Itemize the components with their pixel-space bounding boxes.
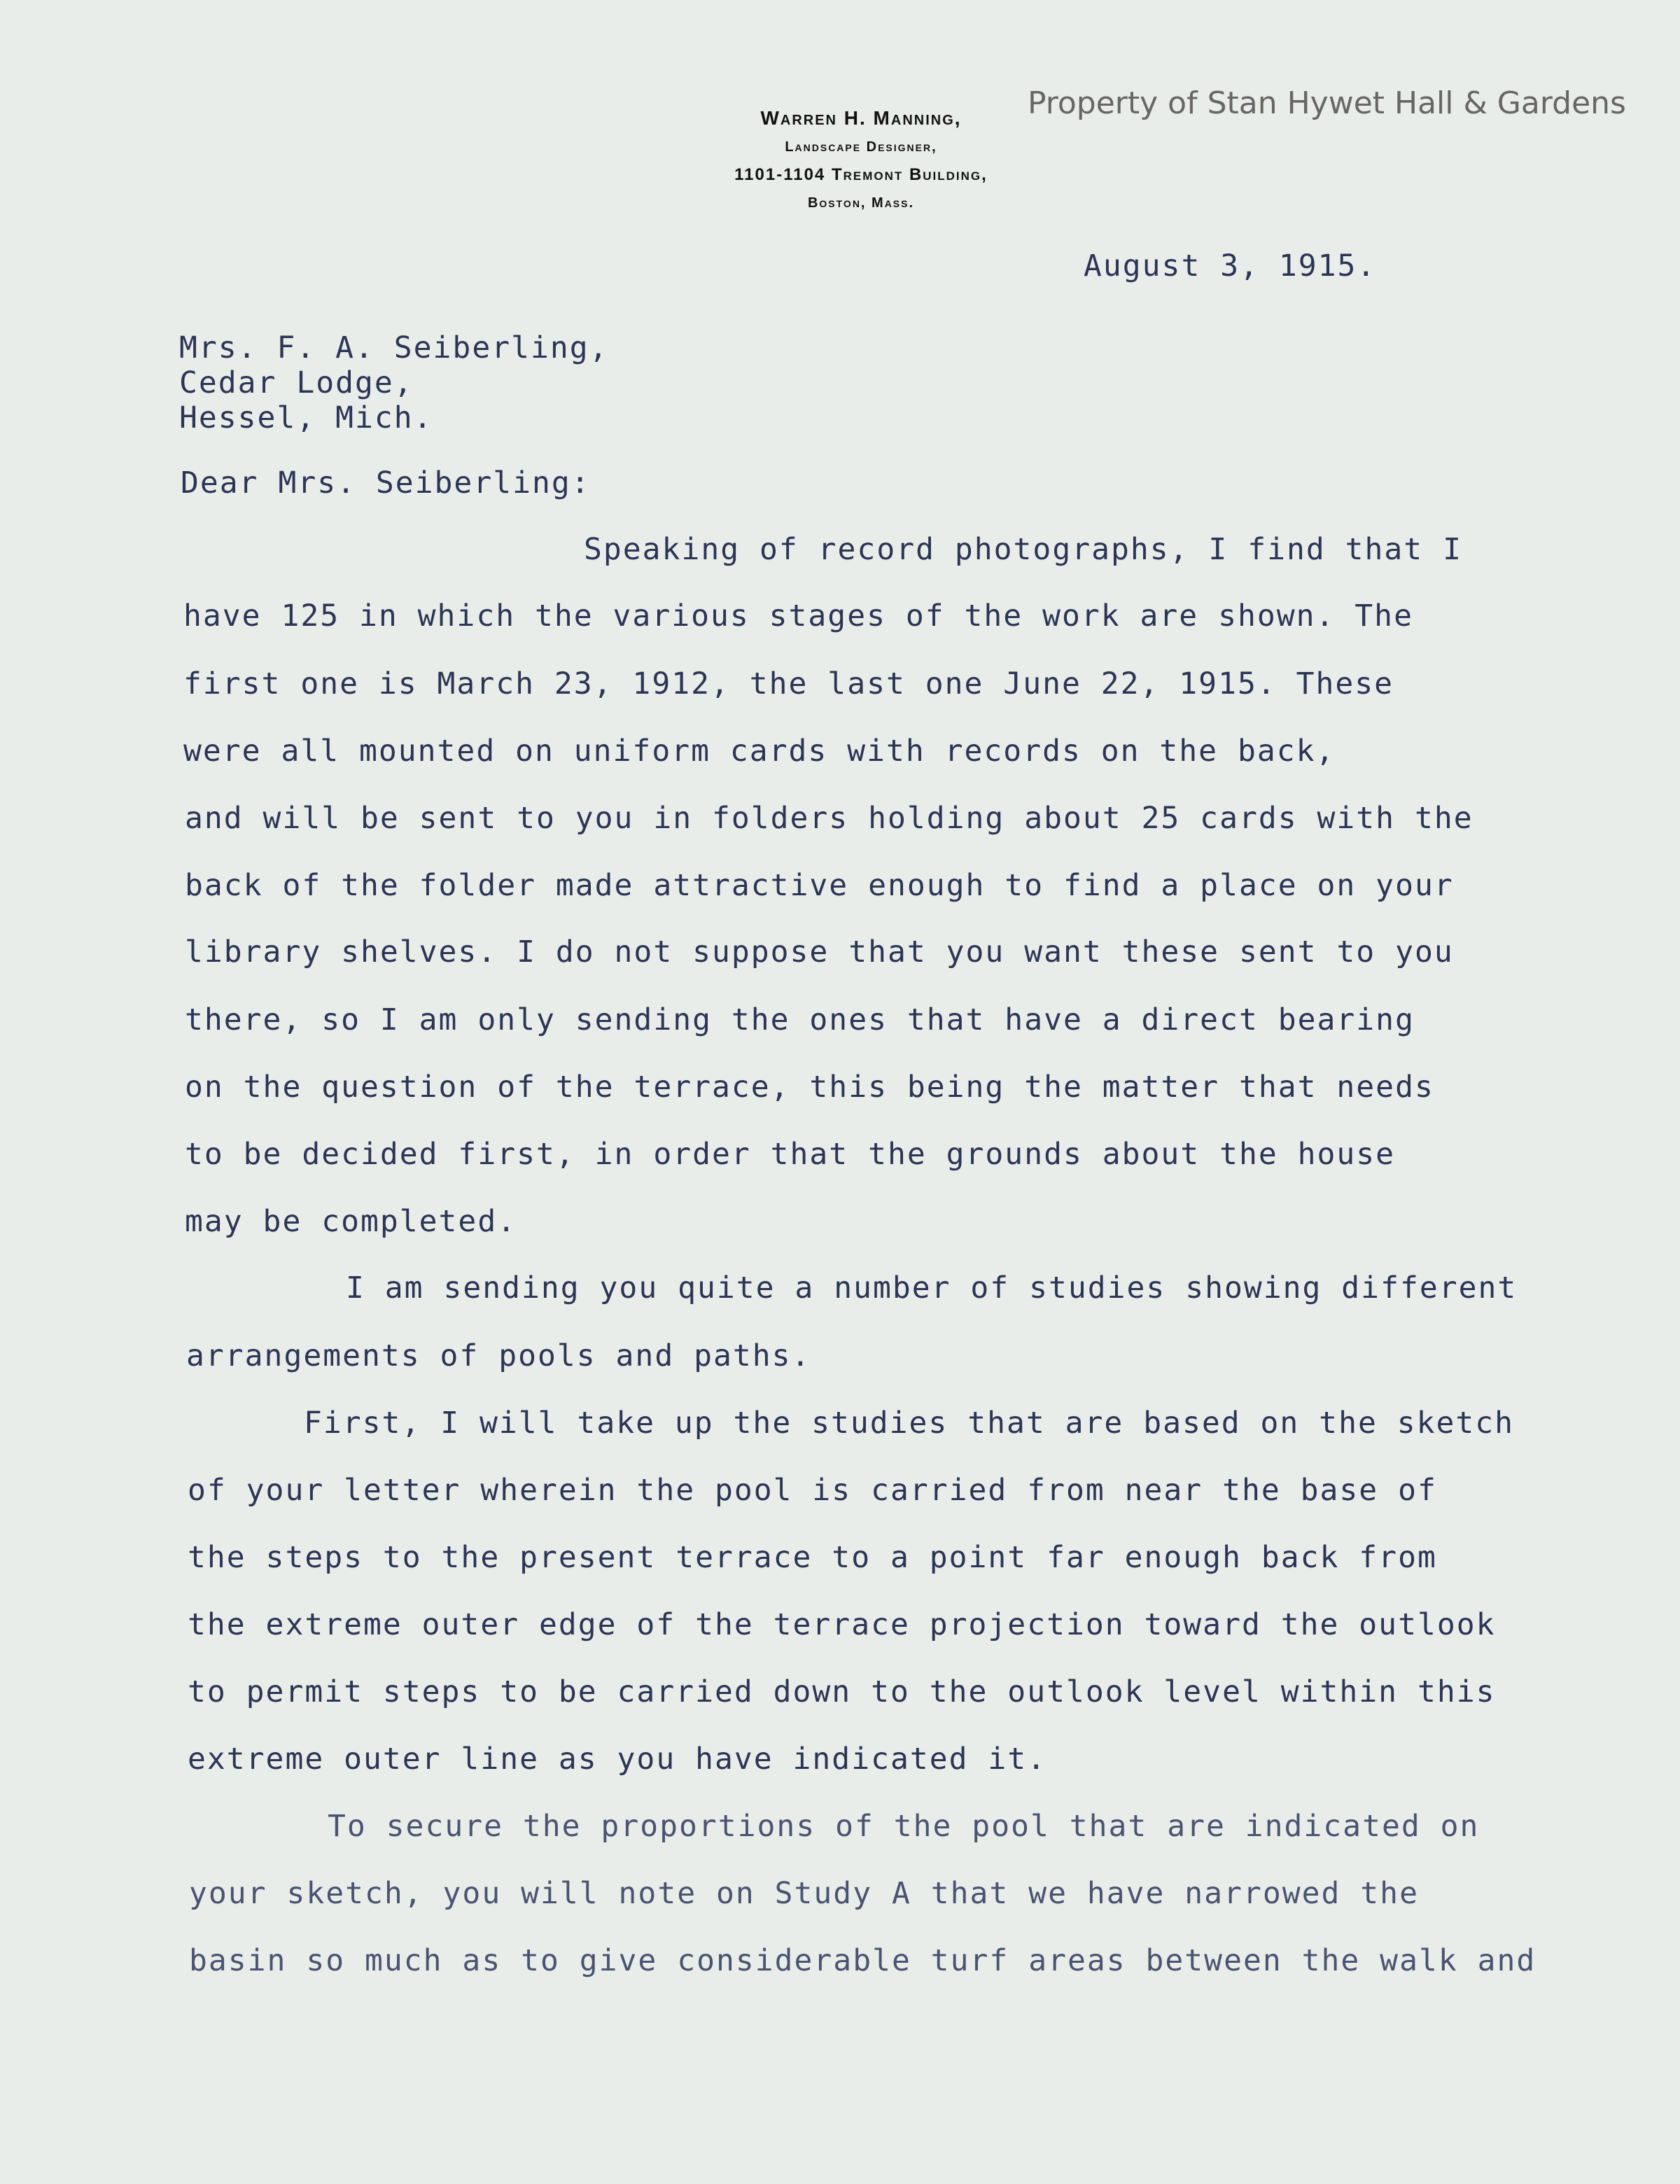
body-line: to be decided first, in order that the grounds about the house [185,1137,1396,1172]
body-line: and will be sent to you in folders holding about 25 cards with the [185,801,1474,836]
body-line: extreme outer line as you have indicated it. [188,1742,1047,1777]
body-line: the extreme outer edge of the terrace projection toward the outlook [188,1607,1496,1642]
body-line: First, I will take up the studies that are based on the sketch [304,1406,1515,1441]
letter-date: August 3, 1915. [1084,248,1377,284]
body-line: the steps to the present terrace to a point far enough back from [188,1540,1437,1575]
letterhead-name: Warren H. Manning, [760,107,962,129]
body-line: basin so much as to give considerable turf areas between the walk and [189,1943,1536,1978]
body-line: to permit steps to be carried down to the outlook level within this [188,1674,1496,1709]
recipient-line-2: Cedar Lodge, [179,365,414,400]
body-line: on the question of the terrace, this being the matter that needs [185,1070,1434,1105]
body-line: have 125 in which the various stages of the work are shown. The [183,598,1413,634]
body-line: back of the folder made attractive enough to find a place on your [185,868,1454,903]
recipient-line-3: Hessel, Mich. [179,400,433,435]
body-line: may be completed. [185,1204,517,1239]
letterhead-address: 1101-1104 Tremont Building, [734,165,988,184]
body-line: first one is March 23, 1912, the last one June 22, 1915. These [183,666,1394,701]
body-line: arrangements of pools and paths. [186,1338,811,1373]
letterhead-city: Boston, Mass. [807,195,915,211]
recipient-name: Mrs. F. A. Seiberling, [179,330,609,365]
watermark: Property of Stan Hywet Hall & Gardens [1028,85,1626,121]
body-line: there, so I am only sending the ones that have a direct bearing [185,1002,1415,1037]
body-line: were all mounted on uniform cards with records on the back, [183,734,1336,769]
letterhead-title: Landscape Designer, [785,139,937,155]
body-line: library shelves. I do not suppose that you want these sent to you [185,934,1454,969]
body-line: To secure the proportions of the pool that are indicated on [328,1809,1480,1844]
body-line: Speaking of record photographs, I find that I [584,532,1462,567]
salutation: Dear Mrs. Seiberling: [181,465,591,500]
letterhead [602,104,1120,217]
body-line: of your letter wherein the pool is carried from near the base of [188,1473,1437,1508]
body-line: your sketch, you will note on Study A that we have narrowed the [189,1876,1419,1911]
body-line: I am sending you quite a number of studies showing different [346,1270,1518,1306]
